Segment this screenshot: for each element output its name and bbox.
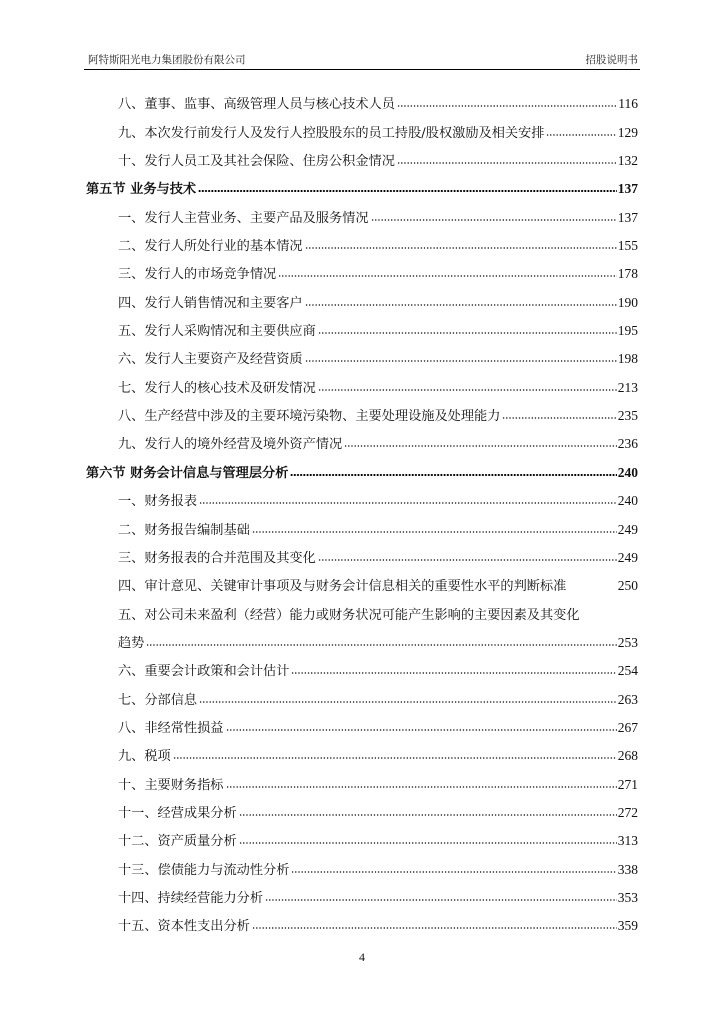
dot-leader [546,132,616,138]
dot-leader [265,897,617,903]
toc-entry[interactable] [84,906,640,934]
dot-leader [397,103,617,109]
toc-entry[interactable] [84,141,640,169]
toc-entry[interactable] [84,367,640,395]
toc-entry-page-number: 116 [618,96,638,112]
page-header [84,50,640,68]
toc-entry[interactable] [84,311,640,339]
toc-entry-title: 十一、经营成果分析 [118,805,237,821]
toc-entry-title: 十二、资产质量分析 [118,834,237,850]
toc-entry[interactable] [84,679,640,707]
toc-entry-title: 十三、偿债能力与流动性分析 [118,862,290,878]
header-divider [84,69,640,70]
dot-leader [502,415,616,421]
toc-entry[interactable] [84,878,640,906]
toc-entry-title: 八、生产经营中涉及的主要环境污染物、主要处理设施及处理能力 [118,409,501,425]
toc-entry[interactable] [84,226,640,254]
toc-entry[interactable] [84,793,640,821]
toc-entry-title: 七、分部信息 [118,692,198,708]
toc-entry-title: 一、财务报表 [118,494,198,510]
toc-entry-page-number: 129 [617,124,638,140]
toc-entry-title: 五、发行人采购情况和主要供应商 [118,324,316,340]
dot-leader [146,642,616,648]
toc-entry[interactable] [84,708,640,736]
toc-entry-page-number: 267 [617,719,638,735]
toc-section-heading[interactable] [84,452,640,480]
dot-leader [305,245,617,251]
toc-entry-page-number: 198 [617,351,638,367]
toc-entry-title: 八、非经常性损益 [118,720,224,736]
dot-leader [318,557,617,563]
toc-entry[interactable] [84,736,640,764]
dot-leader [318,387,617,393]
dot-leader [239,840,617,846]
dot-leader [371,217,617,223]
toc-entry[interactable] [84,197,640,225]
toc-entry[interactable] [84,651,640,679]
toc-entry-title: 十四、持续经营能力分析 [118,890,264,906]
toc-entry-title: 五、对公司未来盈利（经营）能力或财务状况可能产生影响的主要因素及其变化 [118,607,580,623]
toc-entry[interactable] [84,84,640,112]
toc-entry[interactable] [84,566,640,594]
toc-entry[interactable] [84,396,640,424]
dot-leader [278,273,617,279]
toc-entry-title: 第五节 业务与技术 [86,182,197,198]
toc-entry[interactable] [84,481,640,509]
dot-leader [199,500,617,506]
toc-section-heading[interactable] [84,169,640,197]
toc-entry-page-number: 178 [617,266,638,282]
toc-entry[interactable] [84,509,640,537]
toc-entry-title: 八、董事、监事、高级管理人员与核心技术人员 [118,97,395,113]
toc-entry-title: 十五、资本性支出分析 [118,919,250,935]
toc-entry-page-number: 272 [617,804,638,820]
toc-entry[interactable] [84,594,640,622]
toc-entry-title: 三、财务报表的合并范围及其变化 [118,550,316,566]
toc-entry-page-number: 359 [617,918,638,934]
toc-entry-title: 九、税项 [118,749,171,765]
toc-entry-page-number: 263 [617,691,638,707]
toc-entry-title: 三、发行人的市场竞争情况 [118,267,277,283]
toc-entry-page-number: 240 [617,464,638,480]
dot-leader [397,160,617,166]
dot-leader [290,472,616,478]
toc-entry[interactable] [84,254,640,282]
toc-entry-page-number: 240 [617,493,638,509]
toc-entry-page-number: 132 [617,153,638,169]
header-document-type: 招股说明书 [585,54,638,66]
toc-entry-page-number: 249 [617,521,638,537]
toc-entry-page-number: 137 [617,209,638,225]
dot-leader [305,358,617,364]
dot-leader [252,529,617,535]
toc-entry-page-number: 236 [617,436,638,452]
toc-entry[interactable] [84,821,640,849]
header-company-name: 阿特斯阳光电力集团股份有限公司 [88,54,246,66]
toc-entry-title: 九、发行人的境外经营及境外资产情况 [118,437,343,453]
toc-entry-title: 四、审计意见、关键审计事项及与财务会计信息相关的重要性水平的判断标准 [118,579,567,595]
toc-entry[interactable] [84,339,640,367]
toc-entry-page-number: 268 [617,748,638,764]
dot-leader [199,699,617,705]
toc-entry-page-number: 195 [617,323,638,339]
dot-leader [252,925,617,931]
dot-leader [239,812,617,818]
toc-entry-title: 六、重要会计政策和会计估计 [118,664,290,680]
toc-entry-page-number: 235 [617,408,638,424]
dot-leader [291,670,616,676]
toc-entry-page-number: 271 [617,776,638,792]
toc-entry-title: 九、本次发行前发行人及发行人控股股东的员工持股/股权激励及相关安排 [118,125,545,141]
toc-entry-title: 二、财务报告编制基础 [118,522,250,538]
toc-entry-page-number: 353 [617,889,638,905]
toc-entry-title: 十、发行人员工及其社会保险、住房公积金情况 [118,154,395,170]
toc-entry-title: 第六节 财务会计信息与管理层分析 [86,465,289,481]
toc-entry-page-number: 213 [617,379,638,395]
toc-entry-title: 七、发行人的核心技术及研发情况 [118,380,316,396]
toc-entry-page-number: 249 [617,549,638,565]
toc-entry-page-number: 155 [617,238,638,254]
toc-entry[interactable] [84,424,640,452]
toc-entry[interactable] [84,282,640,310]
table-of-contents [84,84,640,934]
toc-entry-page-number: 254 [617,663,638,679]
toc-entry-page-number: 313 [617,833,638,849]
toc-entry-title: 十、主要财务指标 [118,777,224,793]
toc-entry-page-number: 137 [617,181,638,197]
dot-leader [173,755,617,761]
toc-entry[interactable] [84,112,640,140]
toc-entry-title: 趋势 [118,635,145,651]
dot-leader [305,302,617,308]
toc-entry-page-number: 338 [617,861,638,877]
toc-entry-title: 六、发行人主要资产及经营资质 [118,352,303,368]
dot-leader [226,784,617,790]
toc-entry[interactable] [84,538,640,566]
page-number: 4 [359,950,365,964]
dot-leader [344,443,617,449]
toc-entry[interactable] [84,849,640,877]
dot-leader [318,330,617,336]
toc-entry-page-number: 250 [617,578,638,594]
dot-leader [226,727,617,733]
toc-entry-page-number: 253 [617,634,638,650]
toc-entry[interactable] [84,764,640,792]
dot-leader [198,188,617,194]
toc-entry-title: 一、发行人主营业务、主要产品及服务情况 [118,210,369,226]
dot-leader [291,869,616,875]
toc-entry-title: 四、发行人销售情况和主要客户 [118,295,303,311]
toc-entry-page-number: 190 [617,294,638,310]
toc-entry[interactable] [84,623,640,651]
toc-entry-title: 二、发行人所处行业的基本情况 [118,239,303,255]
